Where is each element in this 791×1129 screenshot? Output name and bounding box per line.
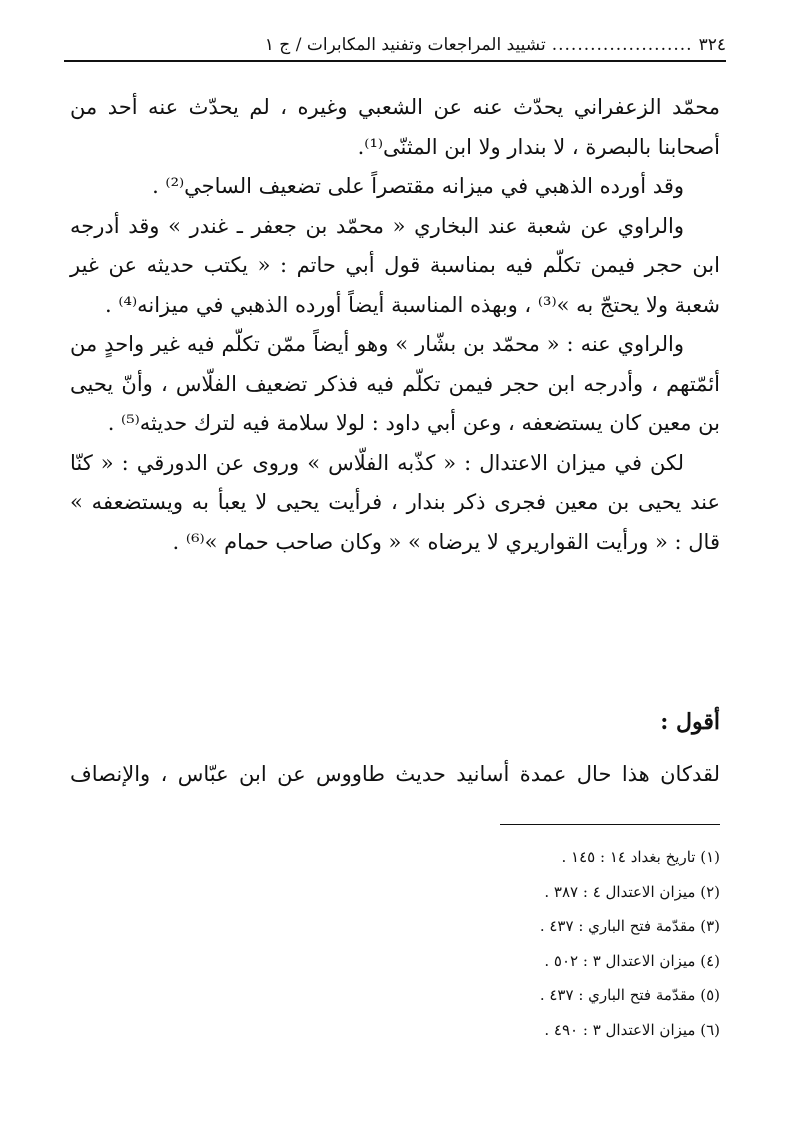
main-text (70, 88, 720, 562)
footnotes-list (70, 840, 720, 1048)
paragraph-4: والراوي عنه : « محمّد بن بشّار » وهو أيضاً ممّن تكلّم فيه غير واحدٍ من أئمّتهم ، وأدرجه ابن حجر فيمن تكلّم فيه فذكر تضعيف الفلّاس ، وأنّ يحيى بن معين كان يستضعفه ، وعن أبي داود : لولا سلامة فيه لترك حديثه⁽⁵⁾ . (70, 332, 720, 435)
header-dot-leader: ...................... (551, 35, 693, 55)
running-header (64, 30, 726, 62)
footnote-separator (500, 824, 720, 825)
closing-paragraph: لقدكان هذا حال عمدة أسانيد حديث طاووس عن ابن عبّاس ، والإنصاف (70, 762, 720, 786)
paragraph-1: محمّد الزعفراني يحدّث عنه عن الشعبي وغيره ، لم يحدّث عنه أحد من أصحابنا بالبصرة ، لا بندار ولا ابن المثنّى⁽¹⁾. (70, 95, 720, 159)
paragraph-2: وقد أورده الذهبي في ميزانه مقتصراً على تضعيف الساجي⁽²⁾ . (152, 174, 684, 198)
footnote-1: (١) تاريخ بغداد ١٤ : ١٤٥ . (561, 848, 720, 866)
paragraph-5: لكن في ميزان الاعتدال : « كذّبه الفلّاس » وروى عن الدورقي : « كنّا عند يحيى بن معين فجرى ذكر بندار ، فرأيت يحيى لا يعبأ به ويستضعفه » قال : « ورأيت القواريري لا يرضاه » « وكان صاحب حمام »⁽⁶⁾ . (70, 450, 720, 554)
footnote-4: (٤) ميزان الاعتدال ٣ : ٥٠٢ . (544, 951, 720, 970)
running-title: تشييد المراجعات وتفنيد المكابرات / ج ١ (264, 35, 546, 55)
page-number: ٣٢٤ (698, 35, 726, 55)
footnote-3: (٣) مقدّمة فتح الباري : ٤٣٧ . (539, 917, 720, 936)
footnote-5: (٥) مقدّمة فتح الباري : ٤٣٧ . (539, 986, 720, 1005)
footnote-2: (٢) ميزان الاعتدال ٤ : ٣٨٧ . (544, 882, 720, 901)
paragraph-3: والراوي عن شعبة عند البخاري « محمّد بن جعفر ـ غندر » وقد أدرجه ابن حجر فيمن تكلّم فيه بمناسبة قول أبي حاتم : « يكتب حديثه عن غير شعبة ولا يحتجّ به »⁽³⁾ ، وبهذه المناسبة أيضاً أورده الذهبي في ميزانه⁽⁴⁾ . (70, 213, 720, 317)
footnote-6: (٦) ميزان الاعتدال ٣ : ٤٩٠ . (544, 1020, 720, 1039)
section-heading: أقول : (660, 709, 720, 735)
